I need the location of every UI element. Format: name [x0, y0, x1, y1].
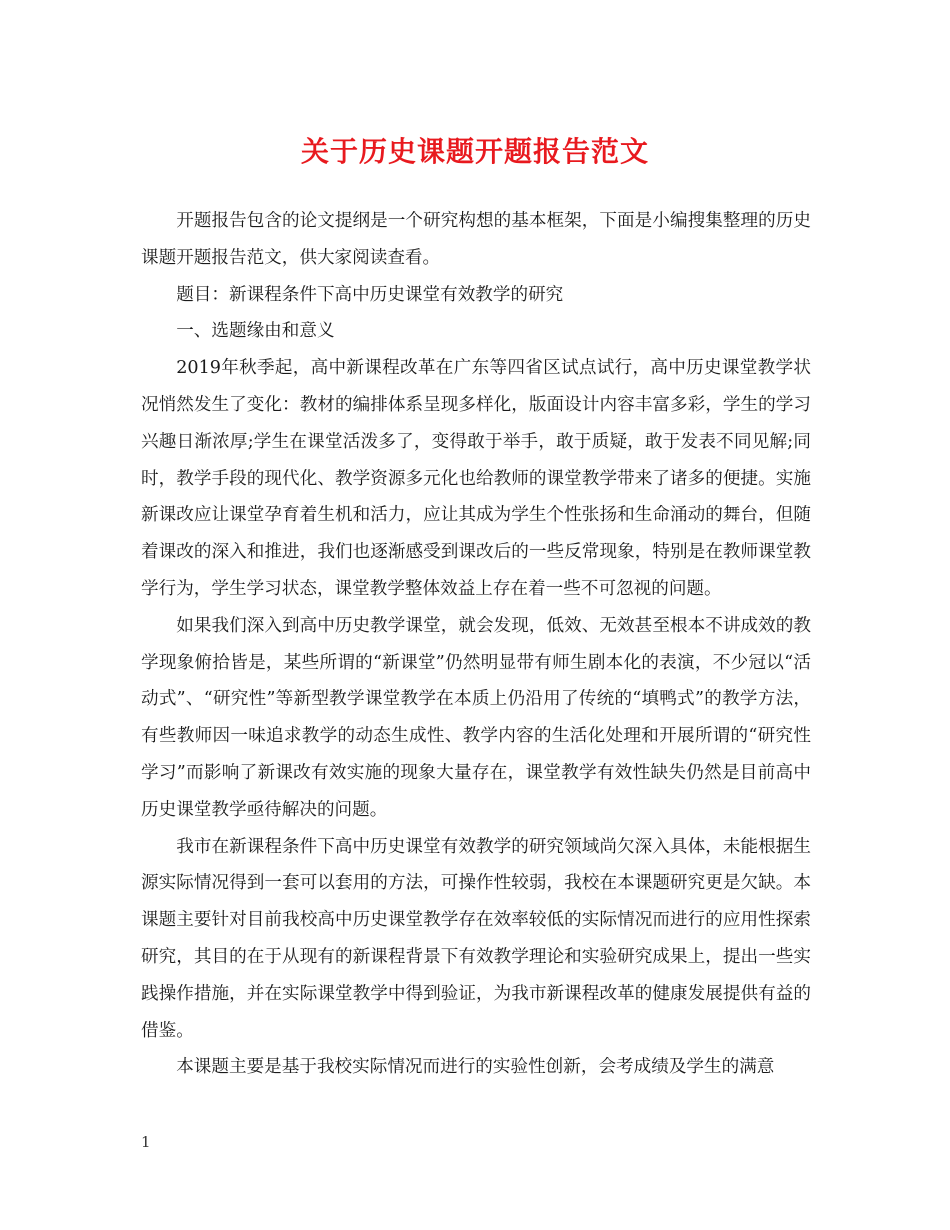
page-number: 1	[141, 1133, 151, 1151]
paragraph-research-status: 我市在新课程条件下高中历史课堂有效教学的研究领域尚欠深入具体，未能根据生源实际情况得到一套可以套用的方法，可操作性较弱，我校在本课题研究更是欠缺。本课题主要针对目前我校高中历史课堂教学存在效率较低的实际情况而进行的应用性探索研究，其目的在于从现有的新课程背景下有效教学理论和实验研究成果上，提出一些实践操作措施，并在实际课堂教学中得到验证，为我市新课程改革的健康发展提供有益的借鉴。	[141, 836, 811, 1041]
paragraph-intro: 开题报告包含的论文提纲是一个研究构想的基本框架，下面是小编搜集整理的历史课题开题报告范文，供大家阅读查看。	[141, 211, 811, 268]
document-body	[141, 203, 811, 1086]
paragraph-problems: 如果我们深入到高中历史教学课堂，就会发现，低效、无效甚至根本不讲成效的教学现象俯拾皆是，某些所谓的“新课堂”仍然明显带有师生剧本化的表演，不少冠以“活动式”、“研究性”等新型教学课堂教学在本质上仍沿用了传统的“填鸭式”的教学方法，有些教师因一味追求教学的动态生成性、教学内容的生活化处理和开展所谓的“研究性学习”而影响了新课改有效实施的现象大量存在，课堂教学有效性缺失仍然是目前高中历史课堂教学亟待解决的问题。	[141, 615, 811, 820]
paragraph-background: 2019年秋季起，高中新课程改革在广东等四省区试点试行，高中历史课堂教学状况悄然发生了变化：教材的编排体系呈现多样化，版面设计内容丰富多彩，学生的学习兴趣日渐浓厚;学生在课堂活泼多了，变得敢于举手，敢于质疑，敢于发表不同见解;同时，教学手段的现代化、教学资源多元化也给教师的课堂教学带来了诸多的便捷。实施新课改应让课堂孕育着生机和活力，应让其成为学生个性张扬和生命涌动的舞台，但随着课改的深入和推进，我们也逐渐感受到课改后的一些反常现象，特别是在教师课堂教学行为，学生学习状态，课堂教学整体效益上存在着一些不可忽视的问题。	[141, 358, 811, 599]
document-title: 关于历史课题开题报告范文	[300, 135, 649, 168]
paragraph-innovation: 本课题主要是基于我校实际情况而进行的实验性创新，会考成绩及学生的满意	[176, 1057, 775, 1078]
paragraph-topic: 题目：新课程条件下高中历史课堂有效教学的研究	[176, 284, 564, 305]
section-heading: 一、选题缘由和意义	[176, 321, 335, 342]
